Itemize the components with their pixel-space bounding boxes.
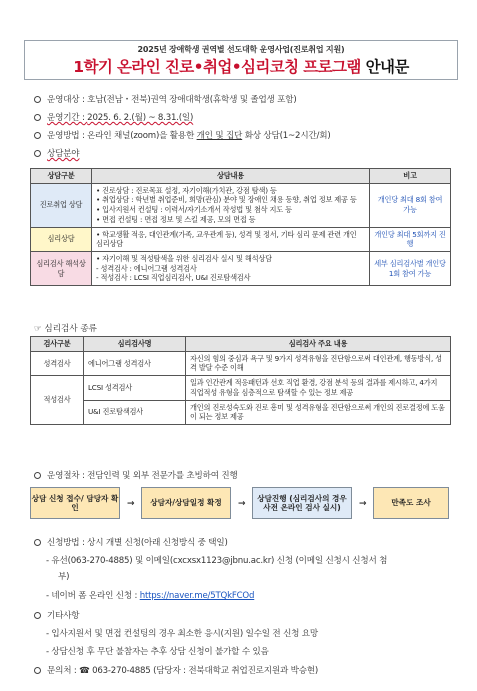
test-types-label: ☞ 심리검사 종류 xyxy=(34,324,97,334)
table-row xyxy=(31,376,451,400)
page-title xyxy=(25,55,457,77)
content-cell xyxy=(92,183,370,227)
page-title-tail: 안내문 xyxy=(365,58,409,76)
flow-step-confirm: 상담자/상담일정 확정 xyxy=(141,487,231,519)
circle-bullet-icon xyxy=(34,96,41,103)
circle-bullet-icon xyxy=(34,150,41,157)
target-line xyxy=(34,93,297,105)
flow-step-counseling: 상담진행 (심리검사의 경우 사전 온라인 검사 실시) xyxy=(252,487,352,519)
table-row xyxy=(31,252,451,286)
test-name-cell: LCSI 성격검사 xyxy=(84,376,186,400)
method-line xyxy=(34,129,330,141)
method-text-post: 화상 상담(1~2시간/회) xyxy=(242,131,331,141)
test-name-cell: U&I 진로탐색검사 xyxy=(84,400,186,424)
table-row xyxy=(31,400,451,424)
circle-bullet-icon xyxy=(34,472,41,479)
apply-text: 신청방법 : 상시 개별 신청(아래 신청방식 중 택일) xyxy=(47,538,228,548)
contents-label: 상담분야 xyxy=(47,149,80,159)
page-title-main: 1학기 온라인 진로•취업•심리코칭 프로그램 xyxy=(73,58,361,76)
apply-phone-email: - 유선(063-270-4885) 및 이메일(cxcxsx1123@jbnu.ac.kr) 신청 (이메일 신청시 신청서 첨 xyxy=(46,556,388,566)
table-header: 상담내용 xyxy=(92,169,370,184)
content-cell xyxy=(92,227,370,251)
note-cell: 개인당 최대 8회 참여 가능 xyxy=(370,183,451,227)
circle-bullet-icon xyxy=(34,612,41,619)
etc-label: 기타사항 xyxy=(47,611,80,621)
list-item: - 성격검사 : 에니어그램 성격검사 xyxy=(96,263,197,273)
table-row xyxy=(31,183,451,227)
counseling-table xyxy=(30,168,451,286)
note-cell: 개인당 최대 5회까지 진행 xyxy=(370,227,451,251)
note-cell: 세부 심리검사별 개인당 1회 참여 가능 xyxy=(370,252,451,286)
test-desc-cell: 일과 인간관계 적응패턴과 선호 직업 환경, 강점 분석 등의 결과를 제시하고, 4가지 직업적성 유형을 심층적으로 탐색할 수 있는 정보 제공 xyxy=(186,376,451,400)
contact-line xyxy=(34,664,318,676)
table-row xyxy=(31,351,451,375)
apply-online-text: - 네이버 폼 온라인 신청 : xyxy=(46,591,140,601)
etc-line xyxy=(34,609,79,621)
flow-step-apply: 상담 신청 접수/ 담당자 확인 xyxy=(30,487,120,519)
list-item: - 적성검사 : LCSI 직업심리검사, U&I 진로탐색검사 xyxy=(96,273,251,283)
title-box xyxy=(24,40,458,80)
circle-bullet-icon xyxy=(34,114,41,121)
table-header: 상담구분 xyxy=(31,169,92,184)
circle-bullet-icon xyxy=(34,667,41,674)
flow-step-survey: 만족도 조사 xyxy=(373,487,449,519)
list-item: • 취업상담 : 학년별 취업준비, 희망(관심) 분야 및 장애인 채용 동향, 취업 정보 제공 등 xyxy=(96,195,357,205)
apply-phone-email-cont: 부) xyxy=(58,572,70,582)
etc-item: - 입사지원서 및 면접 컨설팅의 경우 최소한 응시(지원) 일수일 전 신청 요망 xyxy=(46,629,319,639)
test-category-cell: 성격검사 xyxy=(31,351,84,375)
list-item: • 진로상담 : 진로목표 설정, 자기이해(가치관, 강점 탐색) 등 xyxy=(96,185,277,195)
test-desc-cell: 개인의 진로성숙도와 진로 흥미 및 성격유형을 진단함으로써 개인의 진로결정에 도움이 되는 정보 제공 xyxy=(186,400,451,424)
etc-item: - 상담신청 후 무단 불참자는 추후 상담 신청이 불가할 수 있음 xyxy=(46,647,269,657)
test-desc-cell: 자신의 힘의 중심과 욕구 및 9가지 성격유형을 진단함으로써 대인관계, 행동방식, 성격 발달 수준 이해 xyxy=(186,351,451,375)
test-table xyxy=(30,336,451,425)
apply-line xyxy=(34,536,228,548)
method-text-pre: 운영방법 : 온라인 채널(zoom)을 활용한 xyxy=(47,131,197,141)
naver-form-link[interactable]: https://naver.me/5TQkFCOd xyxy=(139,591,255,601)
circle-bullet-icon xyxy=(34,539,41,546)
list-item: • 면접 컨설팅 : 면접 정보 및 스킬 제공, 모의 면접 등 xyxy=(96,214,256,224)
arrow-right-icon: → xyxy=(359,499,367,509)
contents-line xyxy=(34,147,79,159)
table-header: 비고 xyxy=(370,169,451,184)
list-item: • 입사지원서 컨설팅 : 이력서/자기소개서 작성법 및 첨삭 지도 등 xyxy=(96,205,292,215)
target-text: 운영대상 : 호남(전남・전북)권역 장애대학생(휴학생 및 졸업생 포함) xyxy=(47,95,297,105)
list-item: • 학교생활 적응, 대인관계(가족, 교우관계 등), 성격 및 정서, 기타 심리 문제 관련 개인 심리상담 xyxy=(96,229,357,249)
procedure-line xyxy=(34,469,238,481)
test-category-cell: 적성검사 xyxy=(31,376,84,425)
procedure-text: 운영절차 : 전담인력 및 외부 전문가를 초빙하여 진행 xyxy=(47,471,238,481)
table-header: 검사구분 xyxy=(31,337,84,352)
arrow-right-icon: → xyxy=(127,499,135,509)
circle-bullet-icon xyxy=(34,132,41,139)
period-line xyxy=(34,111,193,123)
period-value: 2025. 6. 2.(월) ~ 8.31.(일) xyxy=(87,113,194,123)
contact-text: 문의처 : ☎ 063-270-4885 (담당자 : 전북대학교 취업진로지원과 박승현) xyxy=(47,666,319,676)
test-name-cell: 에니어그램 성격검사 xyxy=(84,351,186,375)
table-header: 심리검사 주요 내용 xyxy=(186,337,451,352)
list-item: • 자기이해 및 적성탐색을 위한 심리검사 실시 및 해석상담 xyxy=(96,254,272,264)
table-header: 심리검사명 xyxy=(84,337,186,352)
table-row xyxy=(31,227,451,251)
period-label: 운영기간 : xyxy=(47,113,88,123)
program-subtitle: 2025년 장애학생 권역별 선도대학 운영사업(진로취업 지원) xyxy=(137,45,345,54)
method-text-underlined: 개인 및 집단 xyxy=(196,131,243,141)
apply-online-line xyxy=(46,589,254,601)
arrow-right-icon: → xyxy=(238,499,246,509)
content-cell xyxy=(92,252,370,286)
category-cell: 심리상담 xyxy=(31,227,92,251)
category-cell: 진로취업 상담 xyxy=(31,183,92,227)
category-cell: 심리검사 해석상담 xyxy=(31,252,92,286)
